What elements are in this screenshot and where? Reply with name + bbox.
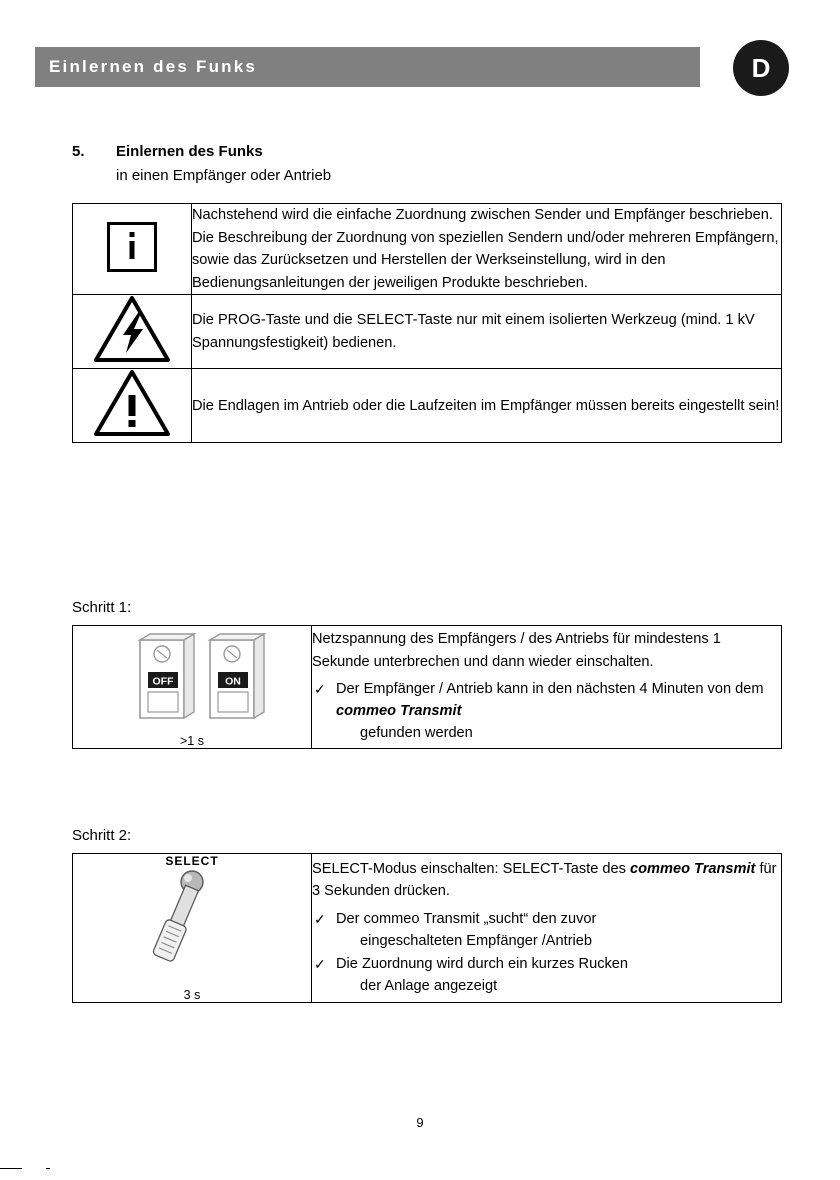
note-text: Die Endlagen im Antrieb oder die Laufzeiten im Empfänger müssen bereits eingestellt sein! — [192, 397, 780, 414]
general-warning-icon — [93, 369, 171, 437]
note-text-cell — [192, 295, 782, 369]
section-number: 5. — [72, 143, 85, 160]
list-item — [312, 679, 781, 745]
list-item — [312, 954, 781, 998]
section-title: Einlernen des Funks — [116, 143, 263, 160]
step-2-caption: 3 s — [183, 988, 201, 1002]
note-text: Die PROG-Taste und die SELECT-Taste nur mit einem isolierten Werkzeug (mind. 1 kV Spannungsfestigkeit) bedienen. — [192, 312, 755, 351]
notes-table — [72, 203, 782, 443]
info-icon — [107, 222, 157, 272]
note-icon-cell — [73, 204, 192, 295]
table-row — [73, 626, 782, 749]
note-text: Nachstehend wird die einfache Zuordnung zwischen Sender und Empfänger beschrieben. Die Beschreibung der Zuordnung von speziellen Sendern und/oder mehreren Empfängern, sowie das Zurücksetzen und Herstellen der Werkseinstellung, wird in den Bedienungsanleitungen der jeweiligen Produkte beschrieben. — [192, 207, 779, 291]
checkmark-icon: ✓ — [314, 910, 326, 927]
table-row — [73, 369, 782, 443]
step-2-table — [72, 853, 782, 1003]
select-button-tool-icon — [92, 868, 292, 988]
step-1-caption: >1 s — [180, 734, 204, 748]
step-2-bullet-list — [312, 909, 781, 998]
step-2-label: Schritt 2: — [72, 827, 132, 844]
svg-text:OFF: OFF — [152, 675, 174, 688]
bullet-continuation-text: gefunden werden — [360, 725, 473, 742]
table-row — [73, 204, 782, 295]
bullet-continuation-text: der Anlage angezeigt — [360, 977, 498, 994]
page-number: 9 — [416, 1115, 424, 1130]
step-1-illustration-cell — [73, 626, 312, 749]
step-2-text-cell — [312, 854, 782, 1003]
crop-mark — [0, 1168, 22, 1169]
table-row — [73, 854, 782, 1003]
list-item — [312, 909, 781, 953]
page-header-title: Einlernen des Funks — [49, 57, 258, 76]
step-1-table — [72, 625, 782, 749]
crop-mark — [46, 1168, 50, 1169]
step-2-intro-post: für 3 Sekunden drücken. — [312, 860, 777, 900]
bullet-emphasis-text: commeo Transmit — [336, 703, 462, 720]
checkmark-icon: ✓ — [314, 955, 326, 972]
note-icon-cell — [73, 369, 192, 443]
bullet-continuation-text: eingeschalteten Empfänger /Antrieb — [360, 932, 593, 949]
bullet-pre-text: Der Empfänger / Antrieb kann in den nächsten 4 Minuten von dem — [336, 681, 764, 698]
checkmark-icon: ✓ — [314, 681, 326, 698]
note-icon-cell — [73, 295, 192, 369]
step-2-intro-pre: SELECT-Modus einschalten: SELECT-Taste des — [312, 860, 630, 877]
step-2-intro-emphasis: commeo Transmit — [629, 860, 756, 877]
note-text-cell — [192, 369, 782, 443]
page-header-bar — [35, 47, 700, 87]
step-1-bullet-list — [312, 679, 781, 745]
step-2-intro — [312, 858, 781, 903]
section-subtitle: in einen Empfänger oder Antrieb — [116, 167, 332, 184]
step-1-intro: Netzspannung des Empfängers / des Antriebs für mindestens 1 Sekunde unterbrechen und dann wieder einschalten. — [312, 631, 721, 670]
step-1-label: Schritt 1: — [72, 599, 132, 616]
bullet-pre-text: Der commeo Transmit „sucht“ den zuvor — [336, 910, 597, 927]
step-1-text-cell — [312, 626, 782, 749]
step-2-illustration-cell — [73, 854, 312, 1003]
bullet-pre-text: Die Zuordnung wird durch ein kurzes Rucken — [336, 955, 629, 972]
circuit-breaker-off-on-icon — [92, 626, 292, 734]
language-badge: D — [733, 40, 789, 96]
table-row — [73, 295, 782, 369]
high-voltage-warning-icon — [93, 295, 171, 363]
svg-text:ON: ON — [225, 675, 241, 688]
select-button-label: SELECT — [165, 854, 219, 868]
note-text-cell — [192, 204, 782, 295]
